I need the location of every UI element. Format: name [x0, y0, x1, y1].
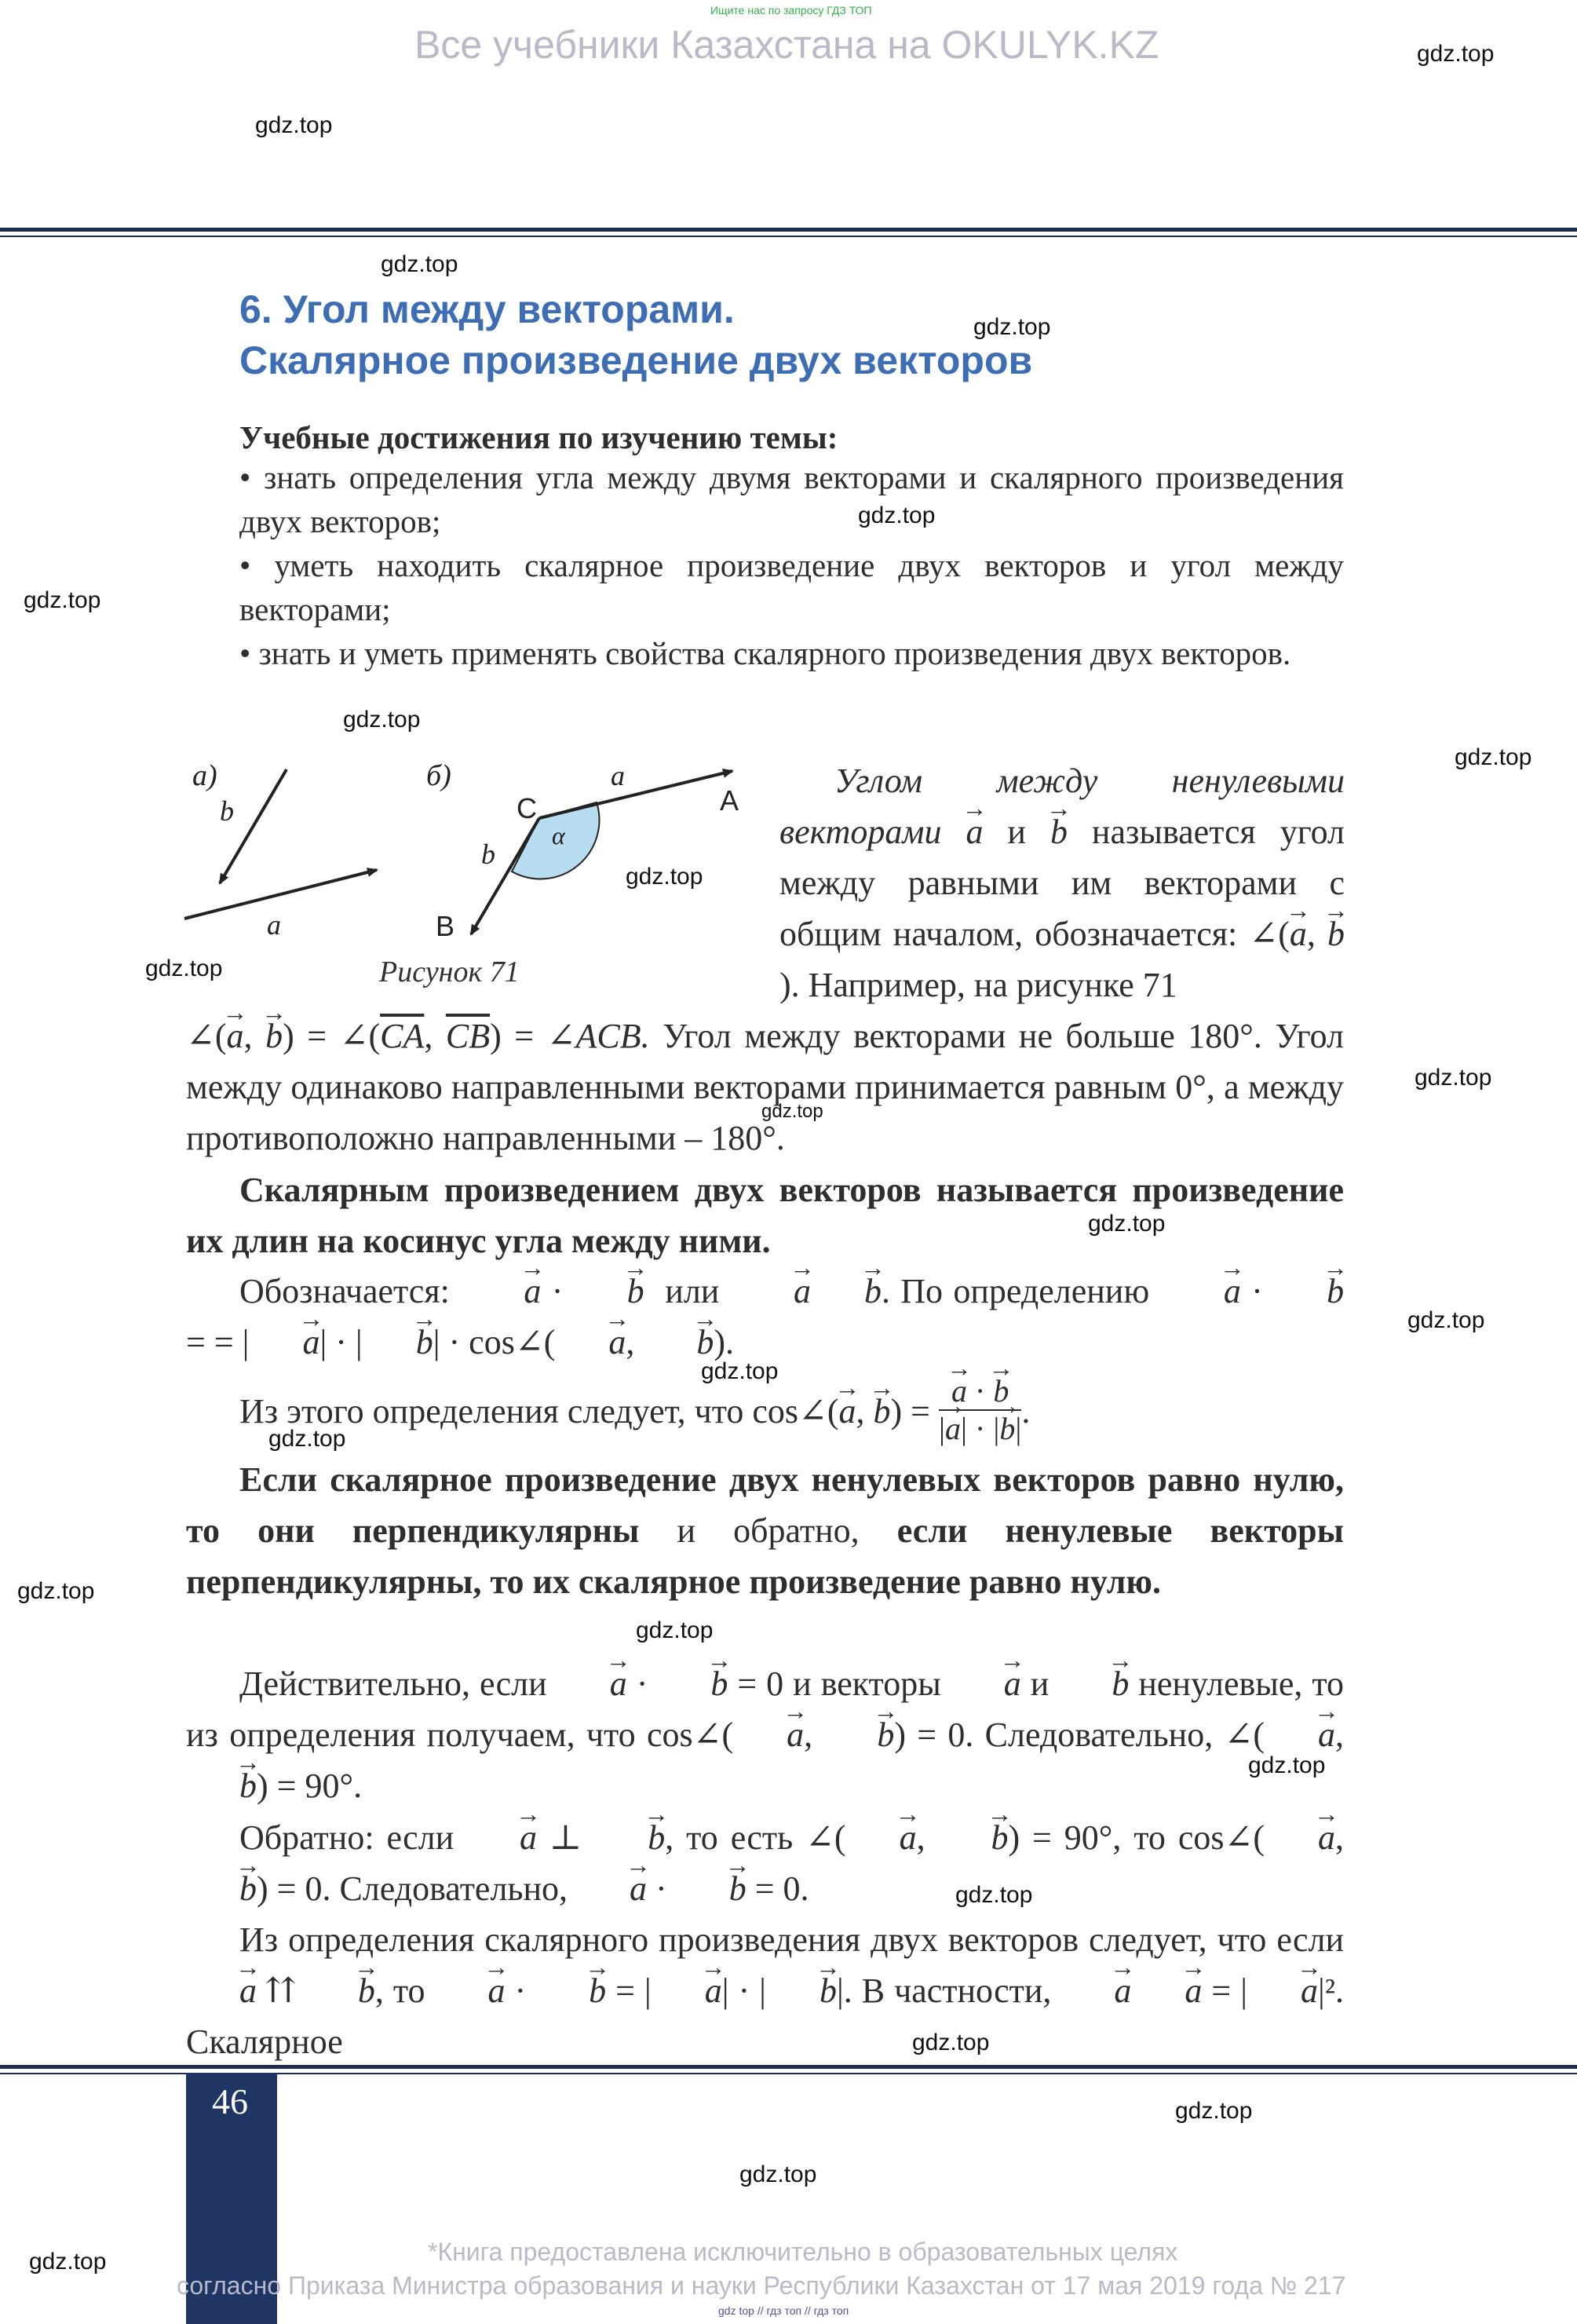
watermark: gdz.top — [973, 314, 1051, 340]
section-title-line1: 6. Угол между векторами. — [239, 287, 735, 331]
def-angle-term: Углом между ненулевыми векторами — [779, 762, 1345, 851]
objectives-item-1: • знать определения угла между двумя векторами и скалярного произведения двух векторов; — [239, 459, 1344, 539]
watermark: gdz.top — [145, 956, 223, 981]
top-rule — [0, 228, 1577, 232]
last-text-1: Из определения скалярного произведения двух векторов следует, — [239, 1920, 1207, 1959]
watermark: gdz.top — [17, 1578, 95, 1604]
watermark: gdz.top — [636, 1617, 714, 1643]
last-para: Из определения скалярного произведения двух векторов следует, что если → a ⇈ → b, то → a · → b = | → a| · | → b|. В частности, → a → a = | → a|². Скалярное — [186, 1914, 1344, 2067]
def-angle-block: Углом между ненулевыми векторами → a и → b называется угол между равными им векторами с общим началом, обозначается: ∠(→ a, → b). Например, на рисунке 71 — [779, 755, 1345, 1010]
header-small-note: Ищите нас по запросу ГДЗ ТОП — [710, 4, 872, 16]
vector-a-label: a — [267, 909, 281, 941]
watermark: gdz.top — [761, 1101, 823, 1122]
notation-para: Обозначается: → a · → b или → a → b. По определению → a · → b = = | → a| · | → b| · cos∠( → a, → b). — [186, 1266, 1344, 1368]
objectives-heading: Учебные достижения по изучению темы: — [239, 419, 838, 455]
vec-a: → a — [966, 806, 983, 857]
bottom-rule — [0, 2065, 1577, 2069]
footer-bottom-links[interactable]: gdz top // гдз топ // гдз топ — [718, 2304, 849, 2317]
point-c: C — [517, 792, 537, 824]
watermark: gdz.top — [701, 1358, 779, 1384]
vector-b-label: b — [220, 795, 234, 827]
watermark: gdz.top — [912, 2030, 990, 2055]
last-text-2: что если — [1217, 1920, 1345, 1959]
angle-alpha-label: α — [552, 821, 565, 850]
notation-label: Обозначается: — [239, 1272, 450, 1310]
watermark: gdz.top — [1248, 1752, 1326, 1778]
indeed-text-3: ненулевые, то из определения получаем, что — [186, 1664, 1345, 1754]
from-definition-text: Из этого определения следует, что — [239, 1392, 744, 1431]
watermark: gdz.top — [1088, 1211, 1166, 1237]
indeed-and: и — [1030, 1664, 1050, 1703]
perp-statement-normal: и обратно, — [677, 1511, 860, 1550]
figure-label-a: а) — [192, 759, 217, 792]
converse-text-1: Обратно: если — [239, 1818, 454, 1857]
perp-statement-1: Если скалярное произведение двух ненулевых векторов равно нулю, то они перпендикулярны — [186, 1460, 1344, 1550]
footer-notice-2: согласно Приказа Министра образования и науки Республики Казахстан от 17 мая 2019 года № 217 — [177, 2271, 1346, 2300]
indeed-text-2: и векторы — [793, 1664, 941, 1703]
last-text-3: , то — [374, 1971, 425, 2010]
objectives-item-2: • уметь находить скалярное произведение двух векторов и угол между векторами; — [239, 547, 1344, 627]
watermark: gdz.top — [955, 1882, 1033, 1908]
converse-text-4: Следовательно, — [339, 1869, 568, 1908]
converse-text-2: то есть — [686, 1818, 794, 1857]
vector-ca-arrow — [539, 771, 732, 818]
figure-label-b: б) — [426, 759, 451, 792]
def-angle-example: Например, на рисунке 71 — [808, 966, 1177, 1004]
figure-71 — [177, 754, 773, 997]
watermark: gdz.top — [1455, 744, 1532, 770]
vector-b-label-b: b — [481, 839, 495, 870]
angle-example-tail: Угол между векторами не больше 180°. Угол между одинаково направленными векторами принимается равным 0°, а между противоположно направленными – 180°. — [186, 1017, 1345, 1157]
perpendicular-statement — [186, 1454, 1344, 1607]
last-text-4: В частности, — [861, 1971, 1052, 2010]
point-b: B — [436, 910, 455, 942]
section-title-line2: Скалярное произведение двух векторов — [239, 338, 1033, 382]
last-text-5: Скалярное — [186, 2023, 343, 2061]
watermark: gdz.top — [1415, 1065, 1492, 1091]
watermark: gdz.top — [381, 251, 458, 277]
point-a: A — [720, 784, 739, 817]
vector-a-label-b: a — [611, 760, 625, 791]
converse-text-3: то — [1133, 1818, 1166, 1857]
figure-caption: Рисунок 71 — [379, 956, 520, 988]
site-banner[interactable]: Все учебники Казахстана на OKULYK.KZ — [414, 23, 1159, 67]
vec-b: → b — [1050, 806, 1068, 857]
from-definition-line: Из этого определения следует, что cos∠(→ a, → b) = → $\frac{a \cdot \to b}{|\to a| \cdot |\to b|}$ . — [239, 1378, 1030, 1452]
def-angle-text: называется угол между равными им векторами с общим началом, обозначается: — [779, 813, 1345, 953]
watermark: gdz.top — [739, 2161, 817, 2187]
indeed-text-4: Следовательно, — [984, 1716, 1214, 1754]
watermark: gdz.top — [24, 587, 101, 613]
notation-definition: По определению — [900, 1272, 1150, 1310]
watermark: gdz.top — [29, 2249, 107, 2275]
dot-product-definition: Скалярным произведением двух векторов называется произведение их длин на косинус угла между ними. — [186, 1171, 1344, 1260]
top-rule-thin — [0, 236, 1577, 237]
watermark: gdz.top — [626, 864, 703, 890]
objectives-item-3: • знать и уметь применять свойства скалярного произведения двух векторов. — [239, 635, 1291, 671]
notation-or: или — [665, 1272, 720, 1310]
watermark: gdz.top — [1407, 1307, 1485, 1333]
indeed-para: Действительно, если → a · → b = 0 и векторы → a и → b ненулевые, то из определения получаем, что cos∠( → a, → b) = 0. Следовательно, ∠( → a, → b) = 90°. — [186, 1658, 1344, 1811]
angle-example-para: ∠(→ a, → $b) = \angle(\overline{CA}$, $\overline{CB}$) = ∠ACB. Угол между векторами не больше 180°. Угол между одинаково направленными векторами принимается равным 0°, а между противоположно направленными – 180°. — [186, 1010, 1344, 1164]
watermark: gdz.top — [1175, 2098, 1253, 2124]
indeed-text-1: Действительно, если — [239, 1664, 547, 1703]
footer-notice-1: *Книга предоставлена исключительно в образовательных целях — [428, 2238, 1178, 2266]
perp-statement-2: если ненулевые векторы перпендикулярны, то их скалярное произведение равно нулю. — [186, 1511, 1345, 1601]
converse-para: Обратно: если → a ⊥ → b, то есть ∠( → a, → b) = 90°, то cos∠( → a, → b) = 0. Следовательно, → a · → b = 0. — [186, 1812, 1344, 1914]
watermark: gdz.top — [858, 502, 936, 528]
watermark: gdz.top — [343, 707, 421, 733]
watermark: gdz.top — [1417, 41, 1495, 67]
watermark: gdz.top — [255, 112, 333, 138]
watermark: gdz.top — [268, 1426, 346, 1452]
page-number: 46 — [212, 2081, 248, 2121]
